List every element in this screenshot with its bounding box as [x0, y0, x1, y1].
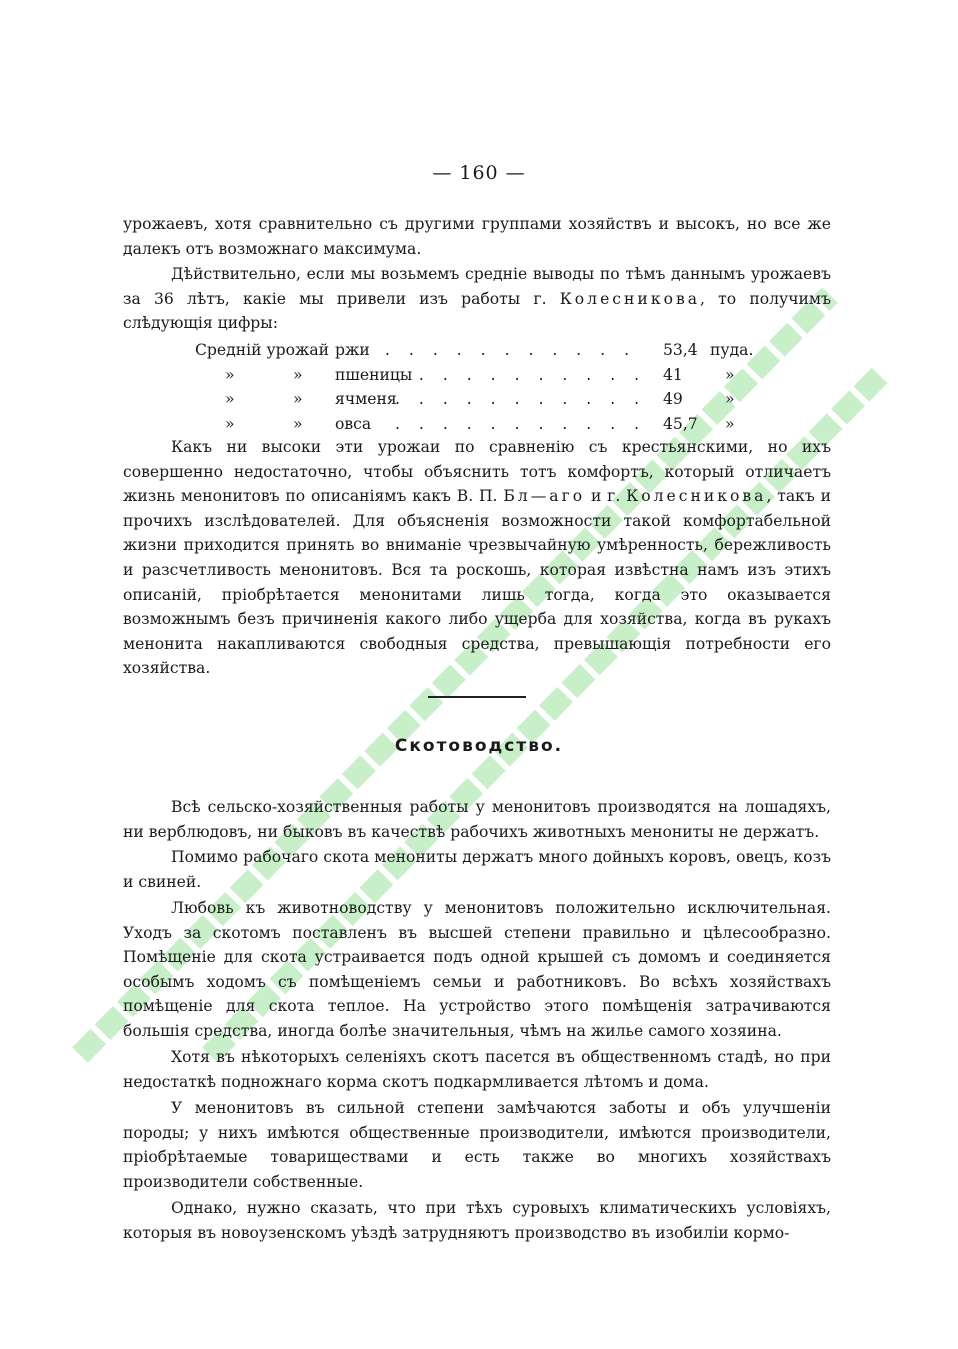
paragraph-work-animals [123, 795, 831, 844]
paragraph-text: Помимо рабочаго скота менониты держатъ много дойныхъ коровъ, овецъ, козъ и свиней. [123, 848, 831, 891]
crop-name: пшеницы [335, 365, 413, 384]
paragraph-text: и г. [590, 487, 621, 506]
ditto-mark: » [293, 365, 303, 384]
paragraph-text: , то получимъ слѣдующія цифры: [123, 289, 831, 333]
page-number: — 160 — [432, 162, 526, 184]
table-row [195, 338, 795, 363]
yield-value: 49 [663, 390, 683, 409]
paragraph-text: Однако, нужно сказать, что при тѣхъ суровыхъ климатическихъ условіяхъ, которыя въ новоузенскомъ уѣздѣ затрудняютъ производство въ изобиліи кормо- [123, 1199, 831, 1242]
yield-unit: » [725, 390, 735, 409]
section-heading: Скотоводство. [394, 736, 564, 756]
paragraph-continuation [123, 212, 831, 261]
yield-unit: » [725, 414, 735, 433]
paragraph-text: Дѣйствительно, если мы возьмемъ средніе выводы по тѣмъ даннымъ урожаевъ за 36 лѣтъ, какіе мы привели изъ работы г. [123, 265, 831, 308]
author-name: Колесникова [626, 487, 767, 506]
section-divider [428, 696, 526, 698]
ditto-mark: » [225, 414, 235, 433]
leader-dots: . . . . . . . . . . . [395, 365, 647, 384]
leader-dots: . . . . . . . . . . . [395, 390, 647, 409]
yield-value: 45,7 [663, 414, 698, 433]
paragraph-text: Всѣ сельско-хозяйственныя работы у менонитовъ производятся на лошадяхъ, ни верблюдовъ, ни быковъ въ качествѣ рабочихъ животныхъ менониты не держатъ. [123, 798, 831, 841]
ditto-mark: » [225, 365, 235, 384]
paragraph-text: , такъ и прочихъ изслѣдователей. Для объясненія возможности такой комфортабельной жизни приходится принять во вниманіе чрезвычайную умѣренность, бережливость и разсчетливость менонитовъ. Вся та роскошь, которая извѣстна намъ изъ этихъ описаній, пріобрѣтается менонитами лишь тогда, когда это оказывается возможнымъ безъ причиненія какого либо ущерба для хозяйства, когда въ рукахъ менонита накапливаются свободныя средства, превышающія потребности его хозяйства. [123, 487, 831, 678]
yield-value: 53,4 [663, 341, 698, 359]
author-name: Бл—аго [503, 487, 586, 506]
ditto-mark: » [293, 390, 303, 409]
table-row [195, 363, 795, 388]
paragraph-grazing [123, 1045, 831, 1094]
paragraph-text: урожаевъ, хотя сравнительно съ другими группами хозяйствъ и высокъ, но все же далекъ отъ возможнаго максимума. [123, 215, 831, 258]
leader-dots: . . . . . . . . . . . [385, 341, 637, 359]
yield-value: 41 [663, 365, 683, 384]
paragraph-text: Какъ ни высоки эти урожаи по сравненію съ крестьянскими, но ихъ совершенно недостаточно, чтобы объяснить тотъ комфортъ, который отличаетъ жизнь менонитовъ по описаніямъ какъ В. П. [123, 438, 831, 506]
crop-name: овса [335, 414, 372, 433]
paragraph-text: Хотя въ нѣкоторыхъ селеніяхъ скотъ пасется въ общественномъ стадѣ, но при недостаткѣ подножнаго корма скотъ подкармливается лѣтомъ и дома. [123, 1048, 831, 1091]
paragraph-text: У менонитовъ въ сильной степени замѣчаются заботы и объ улучшеніи породы; у нихъ имѣются общественные производители, имѣются производители, пріобрѣтаемые товариществами и есть также во многихъ хозяйствахъ производители собственные. [123, 1099, 831, 1191]
paragraph-livestock [123, 845, 831, 894]
table-row [195, 412, 795, 437]
ditto-mark: » [293, 414, 303, 433]
yield-unit: пуда. [710, 341, 754, 359]
leader-dots: . . . . . . . . . . . [395, 414, 647, 433]
author-name: Колесникова [559, 289, 701, 308]
paragraph-text: Любовь къ животноводству у менонитовъ положительно исключительная. Уходъ за скотомъ поставленъ въ высшей степени правильно и цѣлесообразно. Помѣщеніе для скота устраивается подъ одной крышей съ домомъ и соединяется особымъ ходомъ съ помѣщеніемъ семьи и работниковъ. Во всѣхъ хозяйствахъ помѣщеніе для скота теплое. На устройство этого помѣщенія затрачиваются большія средства, иногда болѣе значительныя, чѣмъ на жилье самого хозяина. [123, 899, 831, 1040]
ditto-mark: » [225, 390, 235, 409]
paragraph-animal-care [123, 896, 831, 1044]
paragraph-breeding [123, 1096, 831, 1194]
yield-table [195, 338, 795, 436]
paragraph-climate [123, 1196, 831, 1245]
paragraph-comfort [123, 435, 831, 681]
yield-unit: » [725, 365, 735, 384]
crop-name: ржи [335, 341, 370, 359]
crop-name: ячменя [335, 390, 397, 409]
row-label: Средній урожай [195, 341, 330, 359]
table-row [195, 387, 795, 412]
paragraph-intro-figures [123, 262, 831, 336]
